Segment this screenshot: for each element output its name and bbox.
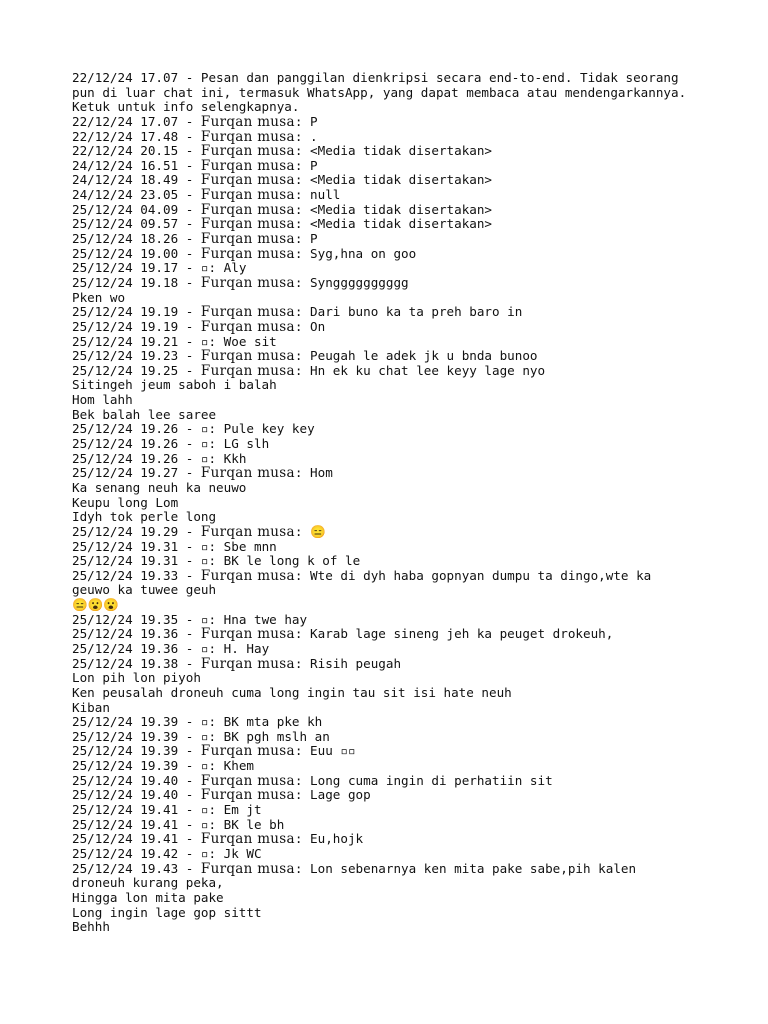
message-sender: ▫ xyxy=(200,260,209,276)
chat-message-line: 25/12/24 19.36 - Furqan musa: Karab lage sineng jeh ka peuget drokeuh, xyxy=(72,626,614,643)
message-sender: Furqan musa xyxy=(200,274,295,291)
message-sender: ▫ xyxy=(200,450,209,466)
message-text: BK le bh xyxy=(223,816,285,832)
message-text: Dari buno ka ta preh baro in xyxy=(310,304,523,320)
chat-message-line: 24/12/24 16.51 - Furqan musa: P xyxy=(72,157,318,174)
message-text: Sbe mnn xyxy=(223,538,277,554)
message-text: Karab lage sineng jeh ka peuget drokeuh, xyxy=(310,626,614,642)
message-sender: Furqan musa xyxy=(200,348,295,365)
message-timestamp: 25/12/24 19.26 xyxy=(72,436,179,452)
text-line: Hingga lon mita pake xyxy=(72,889,224,905)
text-line: Bek balah lee saree xyxy=(72,406,217,422)
message-sender: ▫ xyxy=(200,728,209,744)
chat-message-line: 25/12/24 19.26 - ▫: Pule key key xyxy=(72,421,315,437)
message-text: <Media tidak disertakan> xyxy=(310,143,493,159)
text-line: Keupu long Lom xyxy=(72,494,179,510)
message-timestamp: 25/12/24 19.39 xyxy=(72,714,179,730)
chat-message-line: 25/12/24 19.41 - Furqan musa: Eu,hojk xyxy=(72,831,364,848)
chat-message-line: 25/12/24 19.38 - Furqan musa: Risih peugah xyxy=(72,655,402,672)
chat-message-line: 25/12/24 18.26 - Furqan musa: P xyxy=(72,231,318,248)
message-text: null xyxy=(310,187,341,203)
chat-message-line: 24/12/24 18.49 - Furqan musa: <Media tidak disertakan> xyxy=(72,172,493,189)
message-timestamp: 24/12/24 18.49 xyxy=(72,172,179,188)
message-sender: Furqan musa xyxy=(200,743,295,760)
message-timestamp: 25/12/24 18.26 xyxy=(72,231,179,247)
message-text: Hom xyxy=(310,465,333,481)
message-text: Hn ek ku chat lee keyy lage nyo xyxy=(310,362,546,378)
chat-message-line: 25/12/24 19.43 - Furqan musa: Lon sebenarnya ken mita pake sabe,pih kalen xyxy=(72,860,637,877)
text-line: Idyh tok perle long xyxy=(72,509,217,525)
text-line: Pken wo xyxy=(72,289,126,305)
message-sender: ▫ xyxy=(200,640,209,656)
message-text: Risih peugah xyxy=(310,655,402,671)
message-text: 😑 xyxy=(310,523,326,539)
chat-message-line: 25/12/24 19.29 - Furqan musa: 😑 xyxy=(72,523,326,540)
message-text: Hna twe hay xyxy=(223,611,308,627)
chat-message-line: 25/12/24 19.42 - ▫: Jk WC xyxy=(72,845,262,861)
message-sender: Furqan musa xyxy=(200,567,295,584)
message-text: <Media tidak disertakan> xyxy=(310,216,493,232)
chat-message-line: 22/12/24 20.15 - Furqan musa: <Media tidak disertakan> xyxy=(72,143,493,160)
message-timestamp: 25/12/24 19.17 xyxy=(72,260,179,276)
chat-message-line: 25/12/24 19.40 - Furqan musa: Lage gop xyxy=(72,787,371,804)
message-text: BK le long k of le xyxy=(223,553,361,569)
message-timestamp: 25/12/24 19.41 xyxy=(72,831,179,847)
message-text: Syg,hna on goo xyxy=(310,245,417,261)
message-sender: Furqan musa xyxy=(200,787,295,804)
message-sender: Furqan musa xyxy=(200,465,295,482)
message-sender: ▫ xyxy=(200,611,209,627)
text-line: Behhh xyxy=(72,919,110,935)
message-text: P xyxy=(310,231,318,247)
message-sender: Furqan musa xyxy=(200,831,295,848)
message-timestamp: 22/12/24 17.07 xyxy=(72,113,179,129)
text-line: Lon pih lon piyoh xyxy=(72,670,201,686)
message-timestamp: 25/12/24 19.19 xyxy=(72,318,179,334)
message-timestamp: 25/12/24 19.29 xyxy=(72,523,179,539)
text-line: pun di luar chat ini, termasuk WhatsApp, yang dapat membaca atau mendengarkannya. xyxy=(72,84,687,100)
message-sender: ▫ xyxy=(200,421,209,437)
message-timestamp: 25/12/24 19.40 xyxy=(72,787,179,803)
text-line: 22/12/24 17.07 - Pesan dan panggilan dienkripsi secara end-to-end. Tidak seorang xyxy=(72,70,679,85)
chat-message-line: 25/12/24 19.17 - ▫: Aly xyxy=(72,260,247,276)
message-timestamp: 25/12/24 19.26 xyxy=(72,450,179,466)
chat-message-line: 24/12/24 23.05 - Furqan musa: null xyxy=(72,187,341,204)
message-timestamp: 25/12/24 19.41 xyxy=(72,802,179,818)
message-sender: Furqan musa xyxy=(200,860,295,877)
message-timestamp: 25/12/24 19.41 xyxy=(72,816,179,832)
message-text: BK mta pke kh xyxy=(223,714,323,730)
message-text: Syngggggggggg xyxy=(310,274,409,290)
message-text: Lage gop xyxy=(310,787,371,803)
message-timestamp: 22/12/24 20.15 xyxy=(72,143,179,159)
message-sender: Furqan musa xyxy=(200,655,295,672)
message-sender: Furqan musa xyxy=(200,362,295,379)
message-sender: ▫ xyxy=(200,816,209,832)
text-line: Long ingin lage gop sittt xyxy=(72,904,262,920)
chat-message-line: 25/12/24 19.25 - Furqan musa: Hn ek ku chat lee keyy lage nyo xyxy=(72,362,546,379)
message-sender: Furqan musa xyxy=(200,318,295,335)
message-text: LG slh xyxy=(223,436,270,452)
message-sender: Furqan musa xyxy=(200,216,295,233)
message-sender: Furqan musa xyxy=(200,772,295,789)
message-text: Kkh xyxy=(223,450,247,466)
message-timestamp: 25/12/24 19.31 xyxy=(72,538,179,554)
message-text: Wte di dyh haba gopnyan dumpu ta dingo,wte ka xyxy=(310,567,652,583)
chat-message-line: 25/12/24 19.31 - ▫: Sbe mnn xyxy=(72,538,277,554)
message-sender: Furqan musa xyxy=(200,231,295,248)
message-text: . xyxy=(310,128,318,144)
chat-message-line: 25/12/24 19.39 - ▫: BK pgh mslh an xyxy=(72,728,330,744)
message-timestamp: 25/12/24 19.40 xyxy=(72,772,179,788)
message-text: <Media tidak disertakan> xyxy=(310,172,493,188)
message-text: Eu,hojk xyxy=(310,831,364,847)
chat-message-line: 25/12/24 19.31 - ▫: BK le long k of le xyxy=(72,553,361,569)
message-text: Aly xyxy=(223,260,247,276)
message-text: Jk WC xyxy=(223,845,262,861)
message-timestamp: 25/12/24 19.19 xyxy=(72,304,179,320)
message-timestamp: 25/12/24 19.39 xyxy=(72,758,179,774)
message-text: Long cuma ingin di perhatiin sit xyxy=(310,772,553,788)
chat-message-line: 25/12/24 19.35 - ▫: Hna twe hay xyxy=(72,611,308,627)
message-text: Euu ▫▫ xyxy=(310,743,356,759)
text-line: Ketuk untuk info selengkapnya. xyxy=(72,99,300,115)
message-sender: Furqan musa xyxy=(200,157,295,174)
chat-message-line: 25/12/24 19.21 - ▫: Woe sit xyxy=(72,333,277,349)
message-sender: ▫ xyxy=(200,845,209,861)
message-sender: ▫ xyxy=(200,553,209,569)
message-text: Lon sebenarnya ken mita pake sabe,pih kalen xyxy=(310,860,637,876)
chat-message-line: 22/12/24 17.48 - Furqan musa: . xyxy=(72,128,318,145)
message-timestamp: 25/12/24 19.43 xyxy=(72,860,179,876)
message-sender: Furqan musa xyxy=(200,113,295,130)
message-sender: Furqan musa xyxy=(200,626,295,643)
message-sender: ▫ xyxy=(200,802,209,818)
chat-message-line: 25/12/24 19.27 - Furqan musa: Hom xyxy=(72,465,333,482)
message-timestamp: 25/12/24 19.39 xyxy=(72,728,179,744)
text-line: Sitingeh jeum saboh i balah xyxy=(72,377,277,393)
text-line: 😑😮😮 xyxy=(72,597,120,613)
message-timestamp: 25/12/24 19.36 xyxy=(72,640,179,656)
message-timestamp: 24/12/24 23.05 xyxy=(72,187,179,203)
message-sender: ▫ xyxy=(200,758,209,774)
message-text: Peugah le adek jk u bnda bunoo xyxy=(310,348,538,364)
message-timestamp: 25/12/24 19.23 xyxy=(72,348,179,364)
text-line: Hom lahh xyxy=(72,392,133,408)
chat-message-line: 25/12/24 19.19 - Furqan musa: Dari buno ka ta preh baro in xyxy=(72,304,523,321)
message-text: P xyxy=(310,157,318,173)
chat-message-line: 25/12/24 04.09 - Furqan musa: <Media tidak disertakan> xyxy=(72,201,493,218)
message-text: BK pgh mslh an xyxy=(223,728,330,744)
message-text: Em jt xyxy=(223,802,262,818)
message-sender: Furqan musa xyxy=(200,172,295,189)
text-line: geuwo ka tuwee geuh xyxy=(72,582,217,598)
message-timestamp: 25/12/24 19.35 xyxy=(72,611,179,627)
text-line: Ka senang neuh ka neuwo xyxy=(72,479,247,495)
chat-message-line: 25/12/24 19.41 - ▫: BK le bh xyxy=(72,816,285,832)
message-sender: Furqan musa xyxy=(200,128,295,145)
message-timestamp: 25/12/24 19.25 xyxy=(72,362,179,378)
message-text: Khem xyxy=(223,758,255,774)
message-sender: Furqan musa xyxy=(200,523,295,540)
chat-message-line: 25/12/24 19.19 - Furqan musa: On xyxy=(72,318,326,335)
chat-message-line: 25/12/24 19.26 - ▫: Kkh xyxy=(72,450,247,466)
message-timestamp: 25/12/24 04.09 xyxy=(72,201,179,217)
message-sender: Furqan musa xyxy=(200,187,295,204)
message-sender: Furqan musa xyxy=(200,143,295,160)
chat-message-line: 25/12/24 19.23 - Furqan musa: Peugah le adek jk u bnda bunoo xyxy=(72,348,538,365)
message-timestamp: 25/12/24 19.18 xyxy=(72,274,179,290)
chat-export-page xyxy=(72,71,712,935)
message-timestamp: 25/12/24 19.42 xyxy=(72,845,179,861)
message-timestamp: 25/12/24 19.38 xyxy=(72,655,179,671)
chat-message-line: 25/12/24 19.33 - Furqan musa: Wte di dyh haba gopnyan dumpu ta dingo,wte ka xyxy=(72,567,652,584)
message-timestamp: 25/12/24 09.57 xyxy=(72,216,179,232)
chat-message-line: 25/12/24 19.26 - ▫: LG slh xyxy=(72,436,270,452)
message-sender: Furqan musa xyxy=(200,245,295,262)
message-text: <Media tidak disertakan> xyxy=(310,201,493,217)
text-line: droneuh kurang peka, xyxy=(72,875,224,891)
message-text: Pule key key xyxy=(223,421,315,437)
message-sender: ▫ xyxy=(200,714,209,730)
message-sender: Furqan musa xyxy=(200,201,295,218)
message-timestamp: 25/12/24 19.00 xyxy=(72,245,179,261)
message-timestamp: 25/12/24 19.39 xyxy=(72,743,179,759)
chat-message-line: 25/12/24 19.39 - ▫: Khem xyxy=(72,758,255,774)
message-text: H. Hay xyxy=(223,640,270,656)
message-timestamp: 25/12/24 19.26 xyxy=(72,421,179,437)
chat-message-line: 25/12/24 19.39 - ▫: BK mta pke kh xyxy=(72,714,323,730)
text-line: Kiban xyxy=(72,699,110,715)
chat-message-line: 25/12/24 19.18 - Furqan musa: Syngggggggggg xyxy=(72,274,409,291)
message-sender: Furqan musa xyxy=(200,304,295,321)
message-timestamp: 25/12/24 19.31 xyxy=(72,553,179,569)
chat-message-line: 25/12/24 19.00 - Furqan musa: Syg,hna on goo xyxy=(72,245,417,262)
message-timestamp: 25/12/24 19.36 xyxy=(72,626,179,642)
message-sender: ▫ xyxy=(200,436,209,452)
message-sender: ▫ xyxy=(200,538,209,554)
chat-message-line: 25/12/24 09.57 - Furqan musa: <Media tidak disertakan> xyxy=(72,216,493,233)
chat-message-line: 25/12/24 19.41 - ▫: Em jt xyxy=(72,802,262,818)
chat-message-line: 22/12/24 17.07 - Furqan musa: P xyxy=(72,113,318,130)
chat-message-line: 25/12/24 19.40 - Furqan musa: Long cuma ingin di perhatiin sit xyxy=(72,772,553,789)
message-timestamp: 25/12/24 19.27 xyxy=(72,465,179,481)
message-text: Woe sit xyxy=(223,333,277,349)
message-sender: ▫ xyxy=(200,333,209,349)
message-text: On xyxy=(310,318,326,334)
chat-message-line: 25/12/24 19.39 - Furqan musa: Euu ▫▫ xyxy=(72,743,356,760)
text-line: Ken peusalah droneuh cuma long ingin tau sit isi hate neuh xyxy=(72,684,512,700)
message-timestamp: 25/12/24 19.33 xyxy=(72,567,179,583)
chat-message-line: 25/12/24 19.36 - ▫: H. Hay xyxy=(72,640,270,656)
message-text: P xyxy=(310,113,318,129)
message-timestamp: 25/12/24 19.21 xyxy=(72,333,179,349)
message-timestamp: 24/12/24 16.51 xyxy=(72,157,179,173)
message-timestamp: 22/12/24 17.48 xyxy=(72,128,179,144)
